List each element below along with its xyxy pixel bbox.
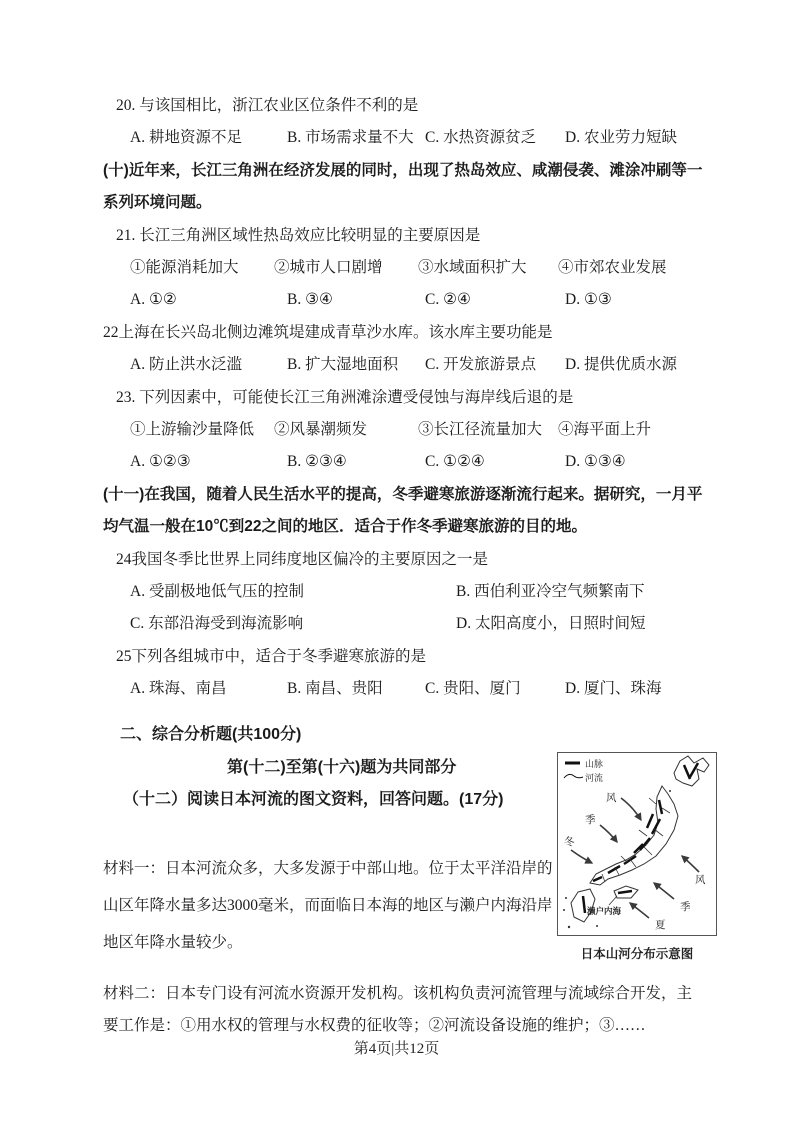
map-caption: 日本山河分布示意图	[580, 947, 694, 961]
item-2: ②城市人口剧增	[274, 258, 383, 276]
question-25-options	[103, 673, 703, 705]
passage-eleven: (十一)在我国，随着人民生活水平的提高，冬季避寒旅游逐渐流行起来。据研究，一月平均气温一般在10℃到22之间的地区．适合于作冬季避寒旅游的目的地。	[103, 485, 703, 536]
question-21-options	[103, 284, 703, 316]
question-21-items	[103, 252, 703, 284]
question-22-stem: 22上海在长兴岛北侧边滩筑堤建成青草沙水库。该水库主要功能是	[103, 323, 553, 341]
question-24-options-row2	[103, 608, 703, 640]
small-island	[596, 925, 598, 927]
summer-monsoon-char-3: 夏	[655, 919, 666, 931]
winter-monsoon-char-2: 季	[585, 814, 596, 826]
option-c: C. 贵阳、厦门	[425, 680, 521, 698]
option-a: A. ①②③	[130, 453, 191, 471]
small-island	[568, 926, 570, 928]
small-island	[563, 909, 565, 911]
item-1: ①能源消耗加大	[130, 258, 239, 276]
item-2: ②风暴潮频发	[274, 420, 368, 438]
option-a: A. 受副极地低气压的控制	[130, 582, 304, 600]
question-24-stem: 24我国冬季比世界上同纬度地区偏冷的主要原因之一是	[116, 550, 489, 568]
item-4: ④海平面上升	[558, 420, 652, 438]
option-c: C. ①②④	[425, 453, 485, 471]
question-21-stem: 21. 长江三角洲区域性热岛效应比较明显的主要原因是	[116, 226, 481, 244]
question-23-options	[103, 446, 703, 478]
option-a: A. ①②	[130, 291, 177, 309]
seto-inland-sea-label: 濑户内海	[587, 906, 622, 916]
option-d: D. 太阳高度小，日照时间短	[456, 615, 646, 633]
option-d: D. ①③	[565, 291, 612, 309]
question-23-items	[103, 414, 703, 446]
winter-monsoon-char-1: 风	[606, 792, 617, 804]
question-24-options-row1	[103, 576, 703, 608]
option-a: A. 耕地资源不足	[130, 129, 242, 147]
section-two-title: 二、综合分析题(共100分)	[120, 726, 302, 744]
material-two: 材料二：日本专门设有河流水资源开发机构。该机构负责河流管理与流域综合开发，主要工作是：①用水权的管理与水权费的征收等；②河流设备设施的维护；③……	[103, 984, 693, 1035]
question-20-options	[103, 122, 703, 154]
option-d: D. 提供优质水源	[565, 356, 677, 374]
summer-monsoon-char-2: 季	[680, 901, 691, 913]
option-b: B. 扩大湿地面积	[287, 356, 399, 374]
option-c: C. 开发旅游景点	[425, 356, 537, 374]
item-4: ④市郊农业发展	[558, 258, 667, 276]
item-1: ①上游输沙量降低	[130, 420, 255, 438]
winter-monsoon-char-3: 冬	[564, 836, 575, 848]
question-20-stem: 20. 与该国相比，浙江农业区位条件不利的是	[116, 97, 419, 114]
option-a: A. 防止洪水泛滥	[130, 356, 242, 374]
option-b: B. ③④	[287, 291, 333, 309]
option-a: A. 珠海、南昌	[130, 680, 227, 698]
option-b: B. 南昌、贵阳	[287, 680, 383, 698]
option-c: C. 水热资源贫乏	[425, 129, 537, 147]
question-twelve-heading: （十二）阅读日本河流的图文资料，回答问题。(17分)	[123, 791, 504, 809]
item-3: ③水域面积扩大	[418, 258, 527, 276]
summer-monsoon-char-1: 风	[695, 874, 706, 886]
option-d: D. 厦门、珠海	[565, 680, 662, 698]
option-c: C. ②④	[425, 291, 471, 309]
passage-ten: (十)近年来，长江三角洲在经济发展的同时，出现了热岛效应、咸潮侵袭、滩涂冲刷等一系列环境问题。	[103, 161, 703, 212]
small-island	[565, 897, 567, 899]
page-footer: 第4页|共12页	[353, 1041, 440, 1057]
question-22-options	[103, 349, 703, 381]
legend-mountain-label: 山脉	[585, 759, 604, 769]
option-b: B. ②③④	[287, 453, 347, 471]
question-25-stem: 25下列各组城市中，适合于冬季避寒旅游的是	[116, 647, 427, 665]
section-two-subtitle: 第(十二)至第(十六)题为共同部分	[227, 758, 457, 776]
option-b: B. 市场需求量不大	[287, 129, 414, 147]
option-c: C. 东部沿海受到海流影响	[130, 615, 304, 633]
small-island	[669, 790, 671, 792]
material-one: 材料一：日本河流众多，大多发源于中部山地。位于太平洋沿岸的山区年降水量多达3000毫米，而面临日本海的地区与濑户内海沿岸地区年降水量较少。	[103, 859, 553, 951]
option-d: D. ①③④	[565, 453, 626, 471]
item-3: ③长江径流量加大	[418, 420, 543, 438]
option-d: D. 农业劳力短缺	[565, 129, 677, 147]
japan-map-figure	[557, 752, 717, 962]
option-b: B. 西伯利亚冷空气频繁南下	[456, 582, 645, 600]
japan-map	[557, 752, 717, 936]
legend-river-label: 河流	[585, 773, 604, 783]
question-23-stem: 23. 下列因素中，可能使长江三角洲滩涂遭受侵蚀与海岸线后退的是	[116, 388, 574, 406]
